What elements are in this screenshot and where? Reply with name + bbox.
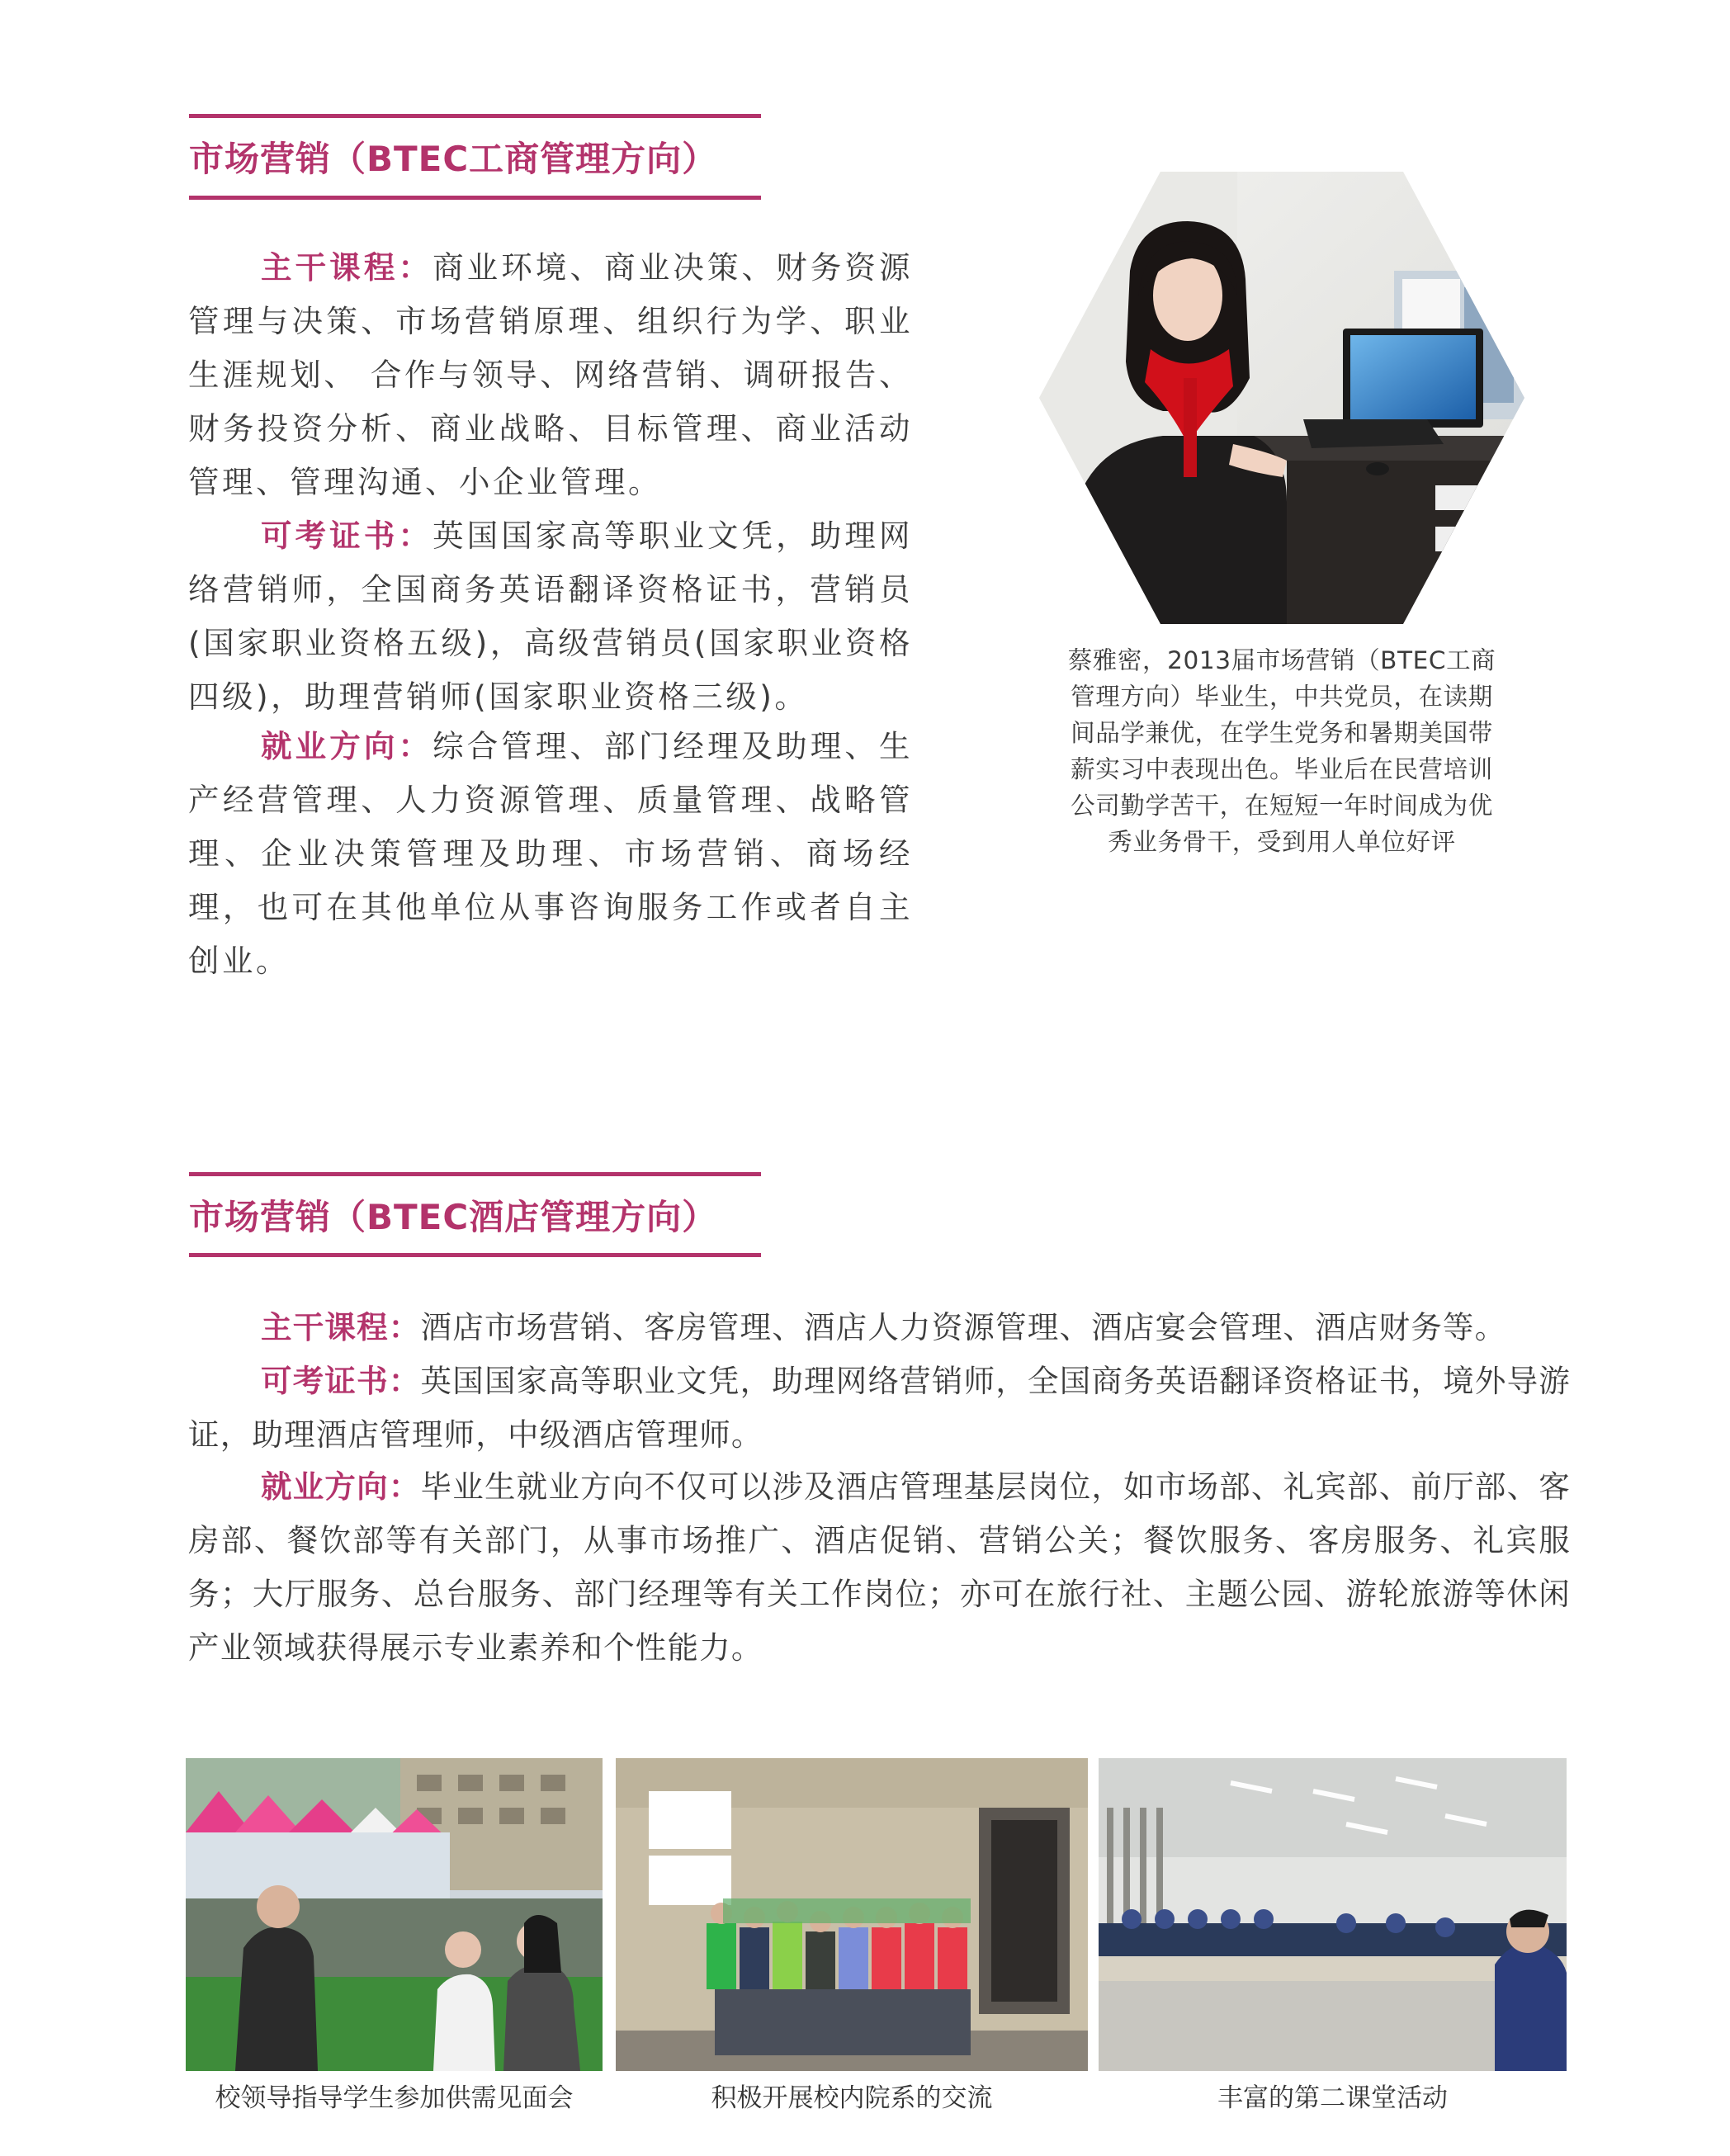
caption-line: 蔡雅密，2013届市场营销（BTEC工商 — [1067, 646, 1496, 674]
cert-label: 可考证书： — [261, 518, 433, 554]
cert-text: 英国国家高等职业文凭，助理网络营销师，全国商务英语翻译资格证书，营销员(国家职业资格五级)，高级营销员(国家职业资格四级)，助理营销师(国家职业资格三级)。 — [188, 518, 914, 715]
section1-courses-paragraph — [188, 241, 913, 509]
career-text: 综合管理、部门经理及助理、生产经营管理、人力资源管理、质量管理、战略管理、企业决策管理及助理、市场营销、商场经理，也可在其他单位从事咨询服务工作或者自主创业。 — [188, 728, 914, 979]
caption-line: 管理方向）毕业生，中共党员，在读期 — [1071, 683, 1493, 711]
section1-career-paragraph — [188, 720, 913, 988]
cert-text: 英国国家高等职业文凭，助理网络营销师，全国商务英语翻译资格证书，境外导游证，助理酒店管理师，中级酒店管理师。 — [188, 1363, 1572, 1453]
classroom-illustration — [1099, 1758, 1567, 2071]
photo-caption-exchange: 积极开展校内院系的交流 — [711, 2083, 993, 2113]
section2-top-rule — [189, 1172, 761, 1176]
caption-line: 间品学兼优，在学生党务和暑期美国带 — [1071, 719, 1493, 747]
career-label: 就业方向： — [261, 728, 433, 764]
section1-bottom-rule — [189, 196, 761, 200]
job-fair-photo — [186, 1758, 603, 2071]
graduate-portrait-photo — [1039, 172, 1524, 624]
exchange-group-photo — [616, 1758, 1088, 2071]
section2-cert-paragraph — [188, 1355, 1571, 1462]
courses-text: 商业环境、商业决策、财务资源管理与决策、市场营销原理、组织行为学、职业生涯规划、 合作与领导、网络营销、调研报告、财务投资分析、商业战略、目标管理、商业活动管理、管理沟通、小企业管理。 — [188, 249, 914, 500]
exchange-group-illustration — [616, 1758, 1088, 2071]
section2-career-paragraph — [188, 1460, 1571, 1675]
caption-line: 公司勤学苦干，在短短一年时间成为优 — [1071, 792, 1493, 820]
career-text: 毕业生就业方向不仅可以涉及酒店管理基层岗位，如市场部、礼宾部、前厅部、客房部、餐饮部等有关部门，从事市场推广、酒店促销、营销公关；餐饮服务、客房服务、礼宾服务；大厅服务、总台服务、部门经理等有关工作岗位；亦可在旅行社、主题公园、游轮旅游等休闲产业领域获得展示专业素养和个性能力。 — [188, 1468, 1572, 1666]
portrait-illustration — [1039, 172, 1524, 624]
caption-line: 秀业务骨干，受到用人单位好评 — [1108, 828, 1456, 856]
section1-cert-paragraph — [188, 509, 913, 724]
section1-top-rule — [189, 114, 761, 118]
classroom-activity-photo — [1099, 1758, 1567, 2071]
photo-caption-classroom: 丰富的第二课堂活动 — [1217, 2083, 1448, 2113]
career-label: 就业方向： — [261, 1468, 421, 1505]
courses-label: 主干课程： — [261, 1309, 421, 1345]
section2-bottom-rule — [189, 1253, 761, 1257]
section2-title: 市场营销（BTEC酒店管理方向） — [189, 1197, 718, 1237]
cert-label: 可考证书： — [261, 1363, 421, 1399]
caption-line: 薪实习中表现出色。毕业后在民营培训 — [1071, 755, 1493, 783]
section1-title: 市场营销（BTEC工商管理方向） — [189, 139, 718, 179]
photo-caption-job-fair: 校领导指导学生参加供需见面会 — [215, 2083, 574, 2113]
job-fair-illustration — [186, 1758, 603, 2071]
courses-text: 酒店市场营销、客房管理、酒店人力资源管理、酒店宴会管理、酒店财务等。 — [420, 1309, 1507, 1345]
portrait-caption — [1038, 642, 1525, 860]
courses-label: 主干课程： — [261, 249, 433, 286]
section2-courses-paragraph — [188, 1301, 1571, 1355]
